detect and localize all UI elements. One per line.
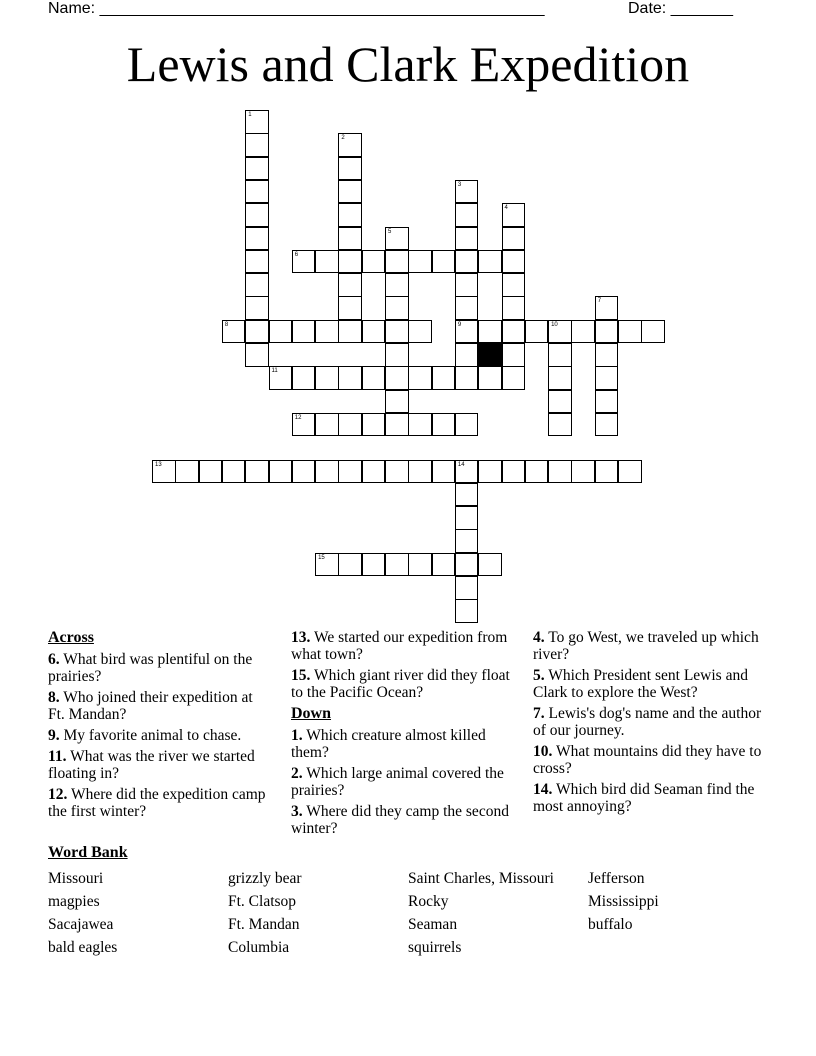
grid-cell[interactable] (455, 320, 479, 344)
grid-cell[interactable] (595, 320, 619, 344)
clue-across-12: 12. Where did the expedition camp the first winter? (48, 786, 266, 820)
grid-cell[interactable] (502, 273, 526, 297)
grid-cell[interactable] (455, 413, 479, 437)
grid-cell[interactable] (245, 157, 269, 181)
grid-cell[interactable] (618, 460, 642, 484)
grid-cell[interactable] (408, 320, 432, 344)
grid-cell[interactable] (245, 250, 269, 274)
grid-cell[interactable] (338, 320, 362, 344)
word-bank-column-3 (408, 867, 554, 959)
grid-cell[interactable] (595, 390, 619, 414)
clue-across-9: 9. My favorite animal to chase. (48, 727, 242, 744)
grid-cell[interactable] (548, 320, 572, 344)
clue-number: 11 (271, 368, 278, 375)
clue-number: 12 (294, 414, 302, 421)
word-bank-item: Jefferson (588, 870, 645, 887)
grid-cell[interactable] (432, 366, 456, 390)
word-bank-item: Seaman (408, 916, 458, 933)
grid-cell[interactable] (338, 203, 362, 227)
word-bank-item: buffalo (588, 916, 633, 933)
grid-cell[interactable] (245, 227, 269, 251)
grid-cell[interactable] (502, 203, 526, 227)
grid-cell[interactable] (432, 553, 456, 577)
word-bank-item: Sacajawea (48, 916, 114, 933)
clue-across-11: 11. What was the river we started floating in? (48, 748, 255, 782)
clue-down-7: 7. Lewis's dog's name and the author of our journey. (533, 705, 762, 739)
grid-cell[interactable] (478, 460, 502, 484)
word-bank-column-4 (588, 867, 659, 936)
grid-cell[interactable] (618, 320, 642, 344)
clue-down-10: 10. What mountains did they have to cross? (533, 743, 762, 777)
clue-number: 6 (294, 251, 299, 258)
word-bank-item: bald eagles (48, 939, 118, 956)
clues-column-2 (291, 629, 516, 841)
grid-cell[interactable] (455, 366, 479, 390)
word-bank-item: Saint Charles, Missouri (408, 870, 554, 887)
grid-cell[interactable] (385, 343, 409, 367)
grid-cell[interactable] (385, 390, 409, 414)
grid-cell[interactable] (385, 460, 409, 484)
grid-cell[interactable] (385, 553, 409, 577)
grid-cell[interactable] (315, 366, 339, 390)
clue-across-13: 13. We started our expedition from what town? (291, 629, 508, 663)
grid-cell[interactable] (269, 460, 293, 484)
grid-cell[interactable] (338, 460, 362, 484)
grid-cell[interactable] (502, 343, 526, 367)
grid-cell[interactable] (408, 553, 432, 577)
grid-cell[interactable] (199, 460, 223, 484)
grid-cell[interactable] (292, 320, 316, 344)
grid-cell[interactable] (315, 413, 339, 437)
word-bank-column-1 (48, 867, 117, 959)
grid-cell[interactable] (502, 296, 526, 320)
grid-cell[interactable] (292, 460, 316, 484)
grid-cell[interactable] (245, 180, 269, 204)
word-bank-item: Ft. Mandan (228, 916, 300, 933)
grid-cell[interactable] (455, 576, 479, 600)
grid-cell[interactable] (641, 320, 665, 344)
across-heading: Across (48, 629, 94, 646)
word-bank-item: Mississippi (588, 893, 659, 910)
grid-cell[interactable] (338, 180, 362, 204)
grid-cell[interactable] (455, 273, 479, 297)
grid-cell[interactable] (408, 250, 432, 274)
grid-cell[interactable] (385, 413, 409, 437)
grid-cell[interactable] (338, 227, 362, 251)
grid-cell[interactable] (455, 343, 479, 367)
grid-cell[interactable] (245, 110, 269, 134)
grid-cell[interactable] (245, 320, 269, 344)
grid-cell[interactable] (338, 157, 362, 181)
grid-cell[interactable] (315, 250, 339, 274)
grid-cell[interactable] (455, 599, 479, 623)
grid-cell[interactable] (385, 227, 409, 251)
grid-cell[interactable] (408, 413, 432, 437)
grid-cell[interactable] (292, 366, 316, 390)
clue-number: 1 (248, 112, 252, 118)
clue-across-15: 15. Which giant river did they float to the Pacific Ocean? (291, 667, 510, 701)
grid-cell[interactable] (455, 506, 479, 530)
grid-cell[interactable] (385, 320, 409, 344)
grid-cell[interactable] (455, 529, 479, 553)
grid-cell[interactable] (548, 460, 572, 484)
grid-cell[interactable] (432, 250, 456, 274)
word-bank-item: Columbia (228, 939, 290, 956)
grid-cell[interactable] (292, 250, 316, 274)
grid-cell[interactable] (478, 553, 502, 577)
grid-cell[interactable] (548, 366, 572, 390)
grid-cell[interactable] (245, 296, 269, 320)
grid-cell[interactable] (292, 413, 316, 437)
grid-cell[interactable] (338, 413, 362, 437)
grid-cell[interactable] (338, 250, 362, 274)
clue-down-14: 14. Which bird did Seaman find the most annoying? (533, 781, 755, 815)
grid-cell[interactable] (408, 460, 432, 484)
grid-cell[interactable] (595, 366, 619, 390)
grid-cell[interactable] (595, 296, 619, 320)
grid-cell[interactable] (595, 343, 619, 367)
grid-cell[interactable] (315, 320, 339, 344)
clue-down-5: 5. Which President sent Lewis and Clark to explore the West? (533, 667, 748, 701)
clue-number: 14 (457, 461, 465, 468)
grid-cell[interactable] (315, 553, 339, 577)
grid-cell[interactable] (362, 320, 386, 344)
word-bank-column-2 (228, 867, 302, 959)
grid-cell[interactable] (502, 366, 526, 390)
grid-cell[interactable] (338, 296, 362, 320)
grid-cell[interactable] (222, 320, 246, 344)
name-field-label[interactable]: Name: __________________________________________________ (48, 0, 545, 17)
grid-cell[interactable] (385, 296, 409, 320)
grid-cell[interactable] (595, 460, 619, 484)
grid-cell[interactable] (455, 250, 479, 274)
grid-cell[interactable] (478, 250, 502, 274)
grid-cell[interactable] (338, 133, 362, 157)
grid-cell[interactable] (432, 460, 456, 484)
clue-down-2: 2. Which large animal covered the prairies? (291, 765, 504, 799)
grid-cell[interactable] (338, 273, 362, 297)
clue-number: 2 (341, 135, 345, 142)
grid-cell[interactable] (245, 343, 269, 367)
grid-cell[interactable] (548, 390, 572, 414)
grid-cell[interactable] (455, 483, 479, 507)
grid-cell[interactable] (502, 227, 526, 251)
clue-number: 10 (551, 321, 558, 328)
grid-cell[interactable] (432, 413, 456, 437)
grid-cell[interactable] (245, 133, 269, 157)
clue-down-3: 3. Where did they camp the second winter? (291, 803, 509, 837)
grid-cell[interactable] (455, 227, 479, 251)
grid-cell[interactable] (362, 553, 386, 577)
grid-blocked-cell (478, 343, 502, 367)
grid-cell[interactable] (362, 413, 386, 437)
clue-number: 5 (388, 228, 392, 235)
grid-cell[interactable] (478, 366, 502, 390)
grid-cell[interactable] (502, 250, 526, 274)
clue-number: 3 (457, 181, 462, 188)
grid-cell[interactable] (245, 273, 269, 297)
grid-cell[interactable] (478, 320, 502, 344)
clue-across-6: 6. What bird was plentiful on the prairies? (48, 651, 253, 685)
grid-cell[interactable] (502, 320, 526, 344)
grid-cell[interactable] (152, 460, 176, 484)
clue-number: 9 (457, 321, 462, 328)
grid-cell[interactable] (455, 296, 479, 320)
word-bank-item: squirrels (408, 939, 462, 956)
grid-cell[interactable] (408, 366, 432, 390)
grid-cell[interactable] (269, 366, 293, 390)
grid-cell[interactable] (548, 343, 572, 367)
grid-cell[interactable] (385, 273, 409, 297)
grid-cell[interactable] (245, 203, 269, 227)
clues-column-3 (533, 629, 763, 819)
grid-cell[interactable] (385, 366, 409, 390)
clue-down-1: 1. Which creature almost killed them? (291, 727, 486, 761)
grid-cell[interactable] (269, 320, 293, 344)
word-bank-item: Rocky (408, 893, 449, 910)
word-bank-item: grizzly bear (228, 870, 302, 887)
grid-cell[interactable] (548, 413, 572, 437)
clue-down-4: 4. To go West, we traveled up which river? (533, 629, 759, 663)
down-heading: Down (291, 705, 332, 722)
clue-number: 4 (504, 205, 508, 212)
grid-cell[interactable] (175, 460, 199, 484)
grid-cell[interactable] (455, 460, 479, 484)
header-line (48, 0, 748, 20)
grid-cell[interactable] (385, 250, 409, 274)
grid-cell[interactable] (362, 366, 386, 390)
grid-cell[interactable] (455, 553, 479, 577)
grid-cell[interactable] (571, 320, 595, 344)
clue-number: 13 (155, 461, 162, 468)
grid-cell[interactable] (315, 460, 339, 484)
word-bank-item: magpies (48, 893, 100, 910)
grid-cell[interactable] (245, 460, 269, 484)
date-field-label[interactable]: Date: _______ (628, 0, 733, 17)
page-title: Lewis and Clark Expedition (126, 36, 690, 92)
word-bank-heading: Word Bank (48, 844, 128, 861)
grid-cell[interactable] (525, 460, 549, 484)
grid-cell[interactable] (571, 460, 595, 484)
clue-number: 7 (597, 298, 602, 305)
grid-cell[interactable] (455, 180, 479, 204)
word-bank-item: Missouri (48, 870, 104, 887)
clue-number: 8 (224, 321, 229, 328)
grid-cell[interactable] (502, 460, 526, 484)
grid-cell[interactable] (525, 320, 549, 344)
grid-cell[interactable] (222, 460, 246, 484)
grid-cell[interactable] (362, 460, 386, 484)
grid-cell[interactable] (338, 553, 362, 577)
grid-cell[interactable] (362, 250, 386, 274)
grid-cell[interactable] (455, 203, 479, 227)
clue-across-8: 8. Who joined their expedition at Ft. Mandan? (48, 689, 253, 723)
clue-number: 15 (318, 554, 325, 561)
grid-cell[interactable] (338, 366, 362, 390)
word-bank-item: Ft. Clatsop (228, 893, 297, 910)
clues-column-1 (48, 629, 273, 824)
grid-cell[interactable] (595, 413, 619, 437)
